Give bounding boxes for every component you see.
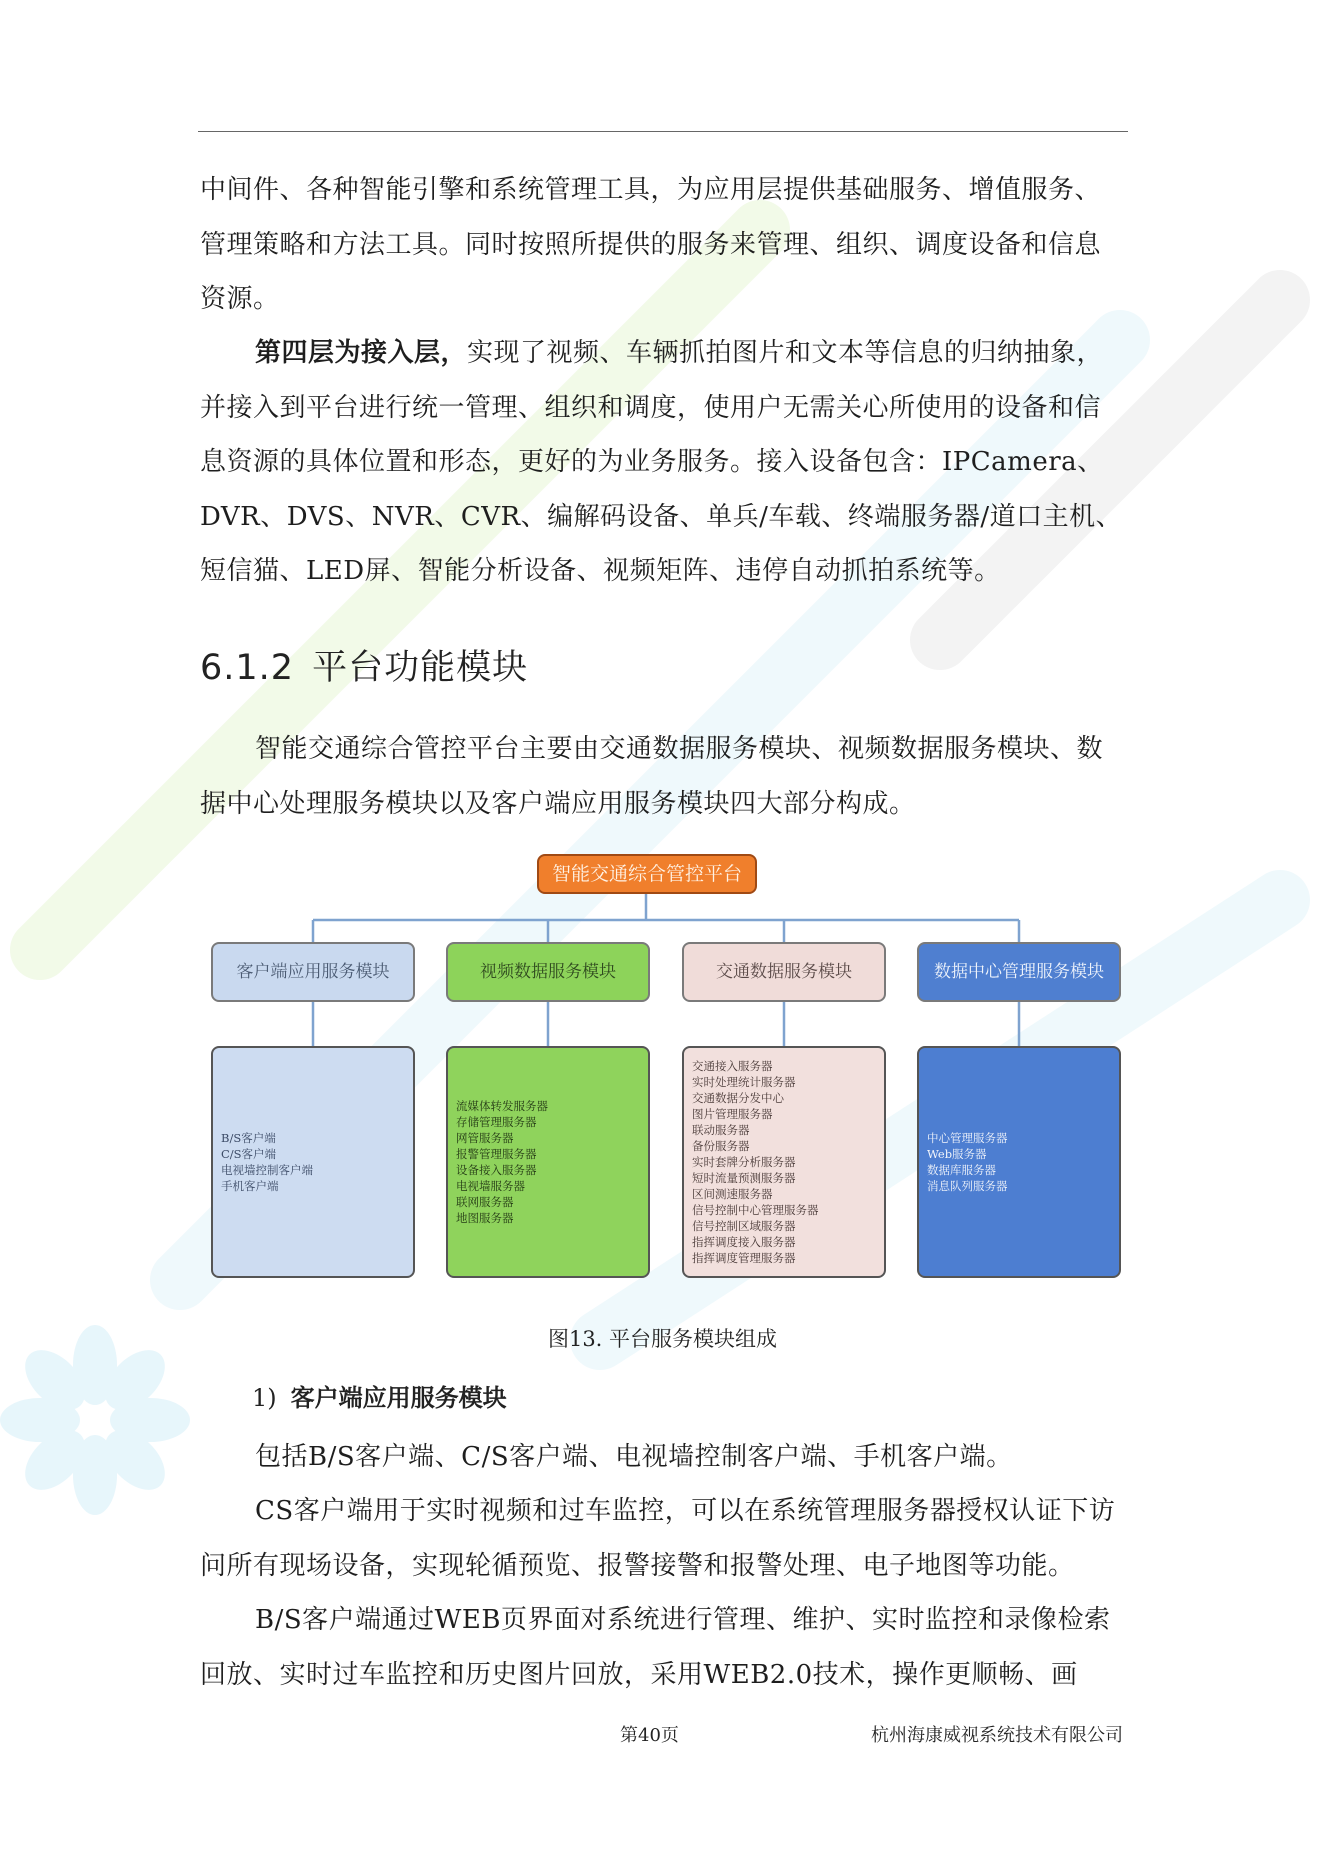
list-item: C/S客户端 (221, 1147, 277, 1161)
list-item: 手机客户端 (221, 1179, 279, 1193)
list-item: 消息队列服务器 (927, 1179, 1008, 1193)
list-item: 区间测速服务器 (692, 1187, 773, 1201)
list-item: 实时处理统计服务器 (692, 1075, 796, 1089)
module-datacenter-list (917, 1046, 1121, 1278)
layer4-text: 实现了视频、车辆抓拍图片和文本等信息的归纳抽象，并接入到平台进行统一管理、组织和调度，使用户无需关心所使用的设备和信息资源的具体位置和形态，更好的为业务服务。接入设备包含：IPCamera、DVR、DVS、NVR、CVR、编解码设备、单兵/车载、终端服务器/道口主机、短信猫、LED屏、智能分析设备、视频矩阵、违停自动抓拍系统等。 (200, 338, 1123, 586)
module-video-data-list (446, 1046, 650, 1278)
list-item: 实时套牌分析服务器 (692, 1155, 796, 1169)
module-client-app: 客户端应用服务模块 (211, 942, 415, 1002)
list-item: 联网服务器 (456, 1195, 514, 1209)
section-number: 6.1.2 (200, 648, 295, 688)
subsection-title: 客户端应用服务模块 (290, 1383, 507, 1412)
page-number: 第40页 (620, 1725, 679, 1746)
list-item: 信号控制中心管理服务器 (692, 1203, 819, 1217)
module-video-data: 视频数据服务模块 (446, 942, 650, 1002)
list-item: 流媒体转发服务器 (456, 1099, 548, 1113)
list-item: Web服务器 (927, 1147, 987, 1161)
paragraph-cs-client: CS客户端用于实时视频和过车监控，可以在系统管理服务器授权认证下访问所有现场设备，实现轮循预览、报警接警和报警处理、电子地图等功能。 (200, 1496, 1116, 1581)
list-item: 交通数据分发中心 (692, 1091, 784, 1105)
list-item: 存储管理服务器 (456, 1115, 537, 1129)
figure-label: 图13. (547, 1327, 603, 1351)
paragraph-layer4 (200, 326, 1125, 599)
section-title: 平台功能模块 (312, 648, 529, 688)
layer4-lead: 第四层为接入层， (255, 338, 468, 368)
module-traffic-data-list (682, 1046, 886, 1278)
list-item: 数据库服务器 (927, 1163, 996, 1177)
subsection-index: 1) (252, 1384, 277, 1412)
list-item: 报警管理服务器 (456, 1147, 537, 1161)
paragraph-bs-client: B/S客户端通过WEB页界面对系统进行管理、维护、实时监控和录像检索回放、实时过车监控和历史图片回放，采用WEB2.0技术，操作更顺畅、画 (200, 1605, 1111, 1690)
platform-root-box: 智能交通综合管控平台 (537, 854, 757, 894)
list-item: 信号控制区域服务器 (692, 1219, 796, 1233)
list-item: 备份服务器 (692, 1139, 750, 1153)
module-traffic-data: 交通数据服务模块 (682, 942, 886, 1002)
module-datacenter: 数据中心管理服务模块 (917, 942, 1121, 1002)
paragraph-section-intro: 智能交通综合管控平台主要由交通数据服务模块、视频数据服务模块、数据中心处理服务模块以及客户端应用服务模块四大部分构成。 (200, 734, 1104, 819)
list-item: 短时流量预测服务器 (692, 1171, 796, 1185)
watermark-flower-icon (0, 1325, 190, 1515)
figure-caption (200, 1323, 1125, 1353)
paragraph-intro: 中间件、各种智能引擎和系统管理工具，为应用层提供基础服务、增值服务、管理策略和方法工具。同时按照所提供的服务来管理、组织、调度设备和信息资源。 (200, 175, 1102, 314)
list-item: 设备接入服务器 (456, 1163, 537, 1177)
list-item: 交通接入服务器 (692, 1059, 773, 1073)
list-item: 电视墙服务器 (456, 1179, 525, 1193)
list-item: 中心管理服务器 (927, 1131, 1008, 1145)
list-item: 指挥调度接入服务器 (692, 1235, 796, 1249)
platform-module-diagram (200, 850, 1130, 1290)
header-rule (198, 131, 1128, 132)
list-item: 联动服务器 (692, 1123, 750, 1137)
module-client-app-list (211, 1046, 415, 1278)
section-heading (200, 640, 528, 690)
figure-title: 平台服务模块组成 (609, 1327, 778, 1351)
list-item: 地图服务器 (456, 1211, 514, 1225)
list-item: 电视墙控制客户端 (221, 1163, 313, 1177)
list-item: 指挥调度管理服务器 (692, 1251, 796, 1265)
footer-company: 杭州海康威视系统技术有限公司 (871, 1725, 1123, 1746)
list-item: 网管服务器 (456, 1131, 514, 1145)
subsection-heading (252, 1378, 507, 1413)
list-item: 图片管理服务器 (692, 1107, 773, 1121)
list-item: B/S客户端 (221, 1131, 276, 1145)
paragraph-clients: 包括B/S客户端、C/S客户端、电视墙控制客户端、手机客户端。 (255, 1442, 1013, 1472)
